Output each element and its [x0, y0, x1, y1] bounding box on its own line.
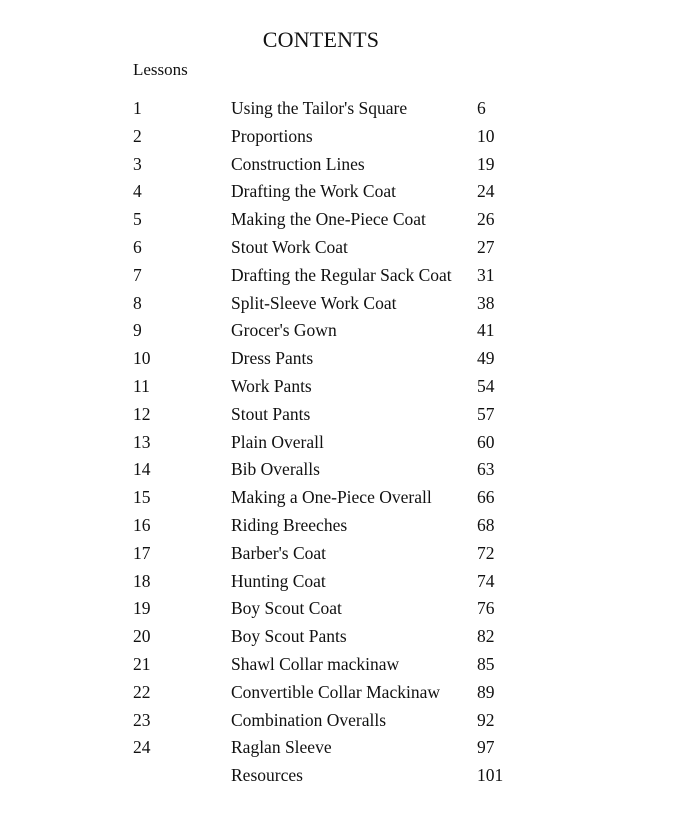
- lesson-number: 21: [133, 653, 151, 674]
- page-number: 27: [477, 236, 495, 257]
- lesson-title: Making the One-Piece Coat: [231, 209, 426, 230]
- lesson-number: 11: [133, 375, 150, 396]
- lesson-number: 16: [133, 514, 151, 535]
- lesson-number: 7: [133, 264, 142, 285]
- lesson-number: 6: [133, 236, 142, 257]
- lesson-number: 15: [133, 487, 151, 508]
- toc-entry-resources: [0, 764, 680, 792]
- toc-entry: [0, 403, 680, 431]
- lesson-number: 20: [133, 626, 151, 647]
- page-number: 10: [477, 125, 495, 146]
- toc-entry: [0, 153, 680, 181]
- toc-entry: [0, 125, 680, 153]
- lesson-number: 5: [133, 209, 142, 230]
- toc-entry: [0, 208, 680, 236]
- page-number: 68: [477, 514, 495, 535]
- lesson-title: Proportions: [231, 125, 313, 146]
- lesson-title: Boy Scout Coat: [231, 598, 342, 619]
- lesson-title: Barber's Coat: [231, 542, 327, 563]
- lesson-title: Plain Overall: [231, 431, 324, 452]
- toc-entry: [0, 347, 680, 375]
- lesson-number: 22: [133, 681, 151, 702]
- toc-entry: [0, 180, 680, 208]
- lesson-number: 23: [133, 709, 151, 730]
- page-number: 72: [477, 542, 495, 563]
- page-number: 92: [477, 709, 495, 730]
- page-number: 63: [477, 459, 495, 480]
- lesson-number: 4: [133, 181, 142, 202]
- page-number: 82: [477, 626, 495, 647]
- page-number: 24: [477, 181, 495, 202]
- lesson-title: Shawl Collar mackinaw: [231, 653, 400, 674]
- lesson-number: 19: [133, 598, 151, 619]
- page-number: 66: [477, 487, 495, 508]
- toc-entry: [0, 292, 680, 320]
- page-number: 26: [477, 209, 495, 230]
- page-number: 54: [477, 375, 495, 396]
- toc-entry: [0, 431, 680, 459]
- toc-entry: [0, 319, 680, 347]
- toc-entry: [0, 236, 680, 264]
- toc-entry: [0, 375, 680, 403]
- lesson-number: 8: [133, 292, 142, 313]
- lesson-title: Combination Overalls: [231, 709, 387, 730]
- lesson-number: 3: [133, 153, 142, 174]
- toc-entry: [0, 570, 680, 598]
- lesson-title: Making a One-Piece Overall: [231, 487, 432, 508]
- lesson-title: Grocer's Gown: [231, 320, 337, 341]
- lesson-number: 1: [133, 98, 142, 118]
- lesson-number: 18: [133, 570, 151, 591]
- page-number: 76: [477, 598, 495, 619]
- page-number: 41: [477, 320, 495, 341]
- toc-entry: [0, 709, 680, 737]
- toc-entry: [0, 681, 680, 709]
- page-number: 85: [477, 653, 495, 674]
- toc-entry: [0, 458, 680, 486]
- lesson-title: Raglan Sleeve: [231, 737, 332, 758]
- lesson-number: 10: [133, 348, 151, 369]
- toc-entry: [0, 542, 680, 570]
- lesson-title: Stout Work Coat: [231, 236, 348, 257]
- lesson-title: Using the Tailor's Square: [231, 98, 408, 118]
- table-of-contents: [0, 97, 680, 792]
- lesson-title: Split-Sleeve Work Coat: [231, 292, 397, 313]
- lesson-title: Work Pants: [231, 375, 312, 396]
- lesson-title: Stout Pants: [231, 403, 311, 424]
- lesson-title: Convertible Collar Mackinaw: [231, 681, 440, 702]
- lesson-number: 14: [133, 459, 151, 480]
- page-title: CONTENTS: [262, 27, 380, 52]
- page-number: 60: [477, 431, 495, 452]
- page-number: 6: [477, 98, 486, 118]
- page-number: 57: [477, 403, 495, 424]
- lesson-title: Hunting Coat: [231, 570, 326, 591]
- lesson-title: Drafting the Regular Sack Coat: [231, 264, 452, 285]
- lesson-number: 13: [133, 431, 151, 452]
- page-number: 74: [477, 570, 495, 591]
- lesson-title: Bib Overalls: [231, 459, 320, 480]
- page-number: 31: [477, 264, 495, 285]
- lesson-title: Construction Lines: [231, 153, 365, 174]
- page-number: 89: [477, 681, 495, 702]
- lesson-title: Boy Scout Pants: [231, 626, 347, 647]
- lesson-number: 24: [133, 737, 151, 758]
- page-number: 101: [477, 765, 504, 786]
- toc-entry: [0, 625, 680, 653]
- lesson-number: 17: [133, 542, 151, 563]
- toc-entry: [0, 514, 680, 542]
- page-number: 38: [477, 292, 495, 313]
- toc-entry: [0, 264, 680, 292]
- toc-entry: [0, 736, 680, 764]
- toc-entry: [0, 486, 680, 514]
- lesson-title: Resources: [231, 765, 303, 786]
- toc-entry: [0, 597, 680, 625]
- lesson-title: Drafting the Work Coat: [231, 181, 396, 202]
- lesson-title: Dress Pants: [231, 348, 314, 369]
- page-number: 49: [477, 348, 495, 369]
- lesson-number: 9: [133, 320, 142, 341]
- page-number: 97: [477, 737, 495, 758]
- toc-entry: [0, 97, 680, 125]
- lesson-number: 2: [133, 125, 142, 146]
- page-number: 19: [477, 153, 495, 174]
- lesson-number: 12: [133, 403, 151, 424]
- toc-entry: [0, 653, 680, 681]
- lesson-title: Riding Breeches: [231, 514, 348, 535]
- section-label: Lessons: [133, 60, 188, 79]
